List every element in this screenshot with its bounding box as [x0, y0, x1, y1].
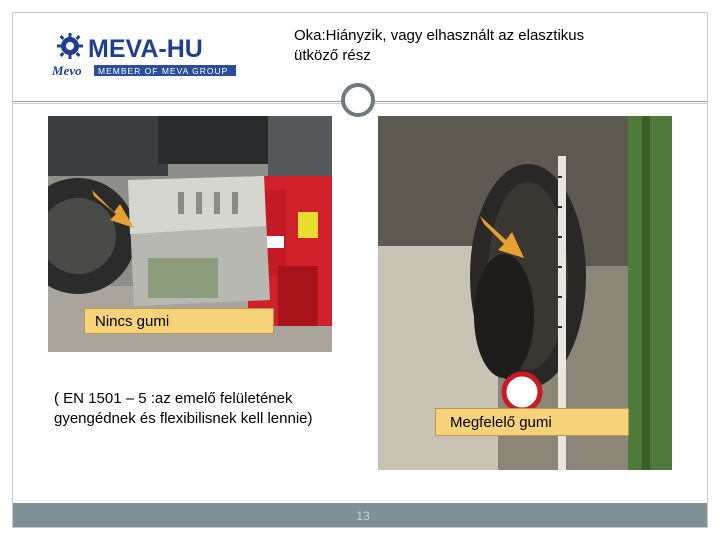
label-no-rubber: Nincs gumi [84, 308, 274, 334]
page-number: 13 [356, 509, 370, 523]
standard-note: ( EN 1501 – 5 :az emelő felületének gyengédnek és flexibilisnek kell lennie) [54, 390, 313, 427]
label-correct-rubber: Megfelelő gumi [435, 408, 629, 436]
logo-tagline-text: MEMBER OF MEVA GROUP [98, 66, 229, 76]
header-ring-icon [341, 83, 375, 117]
meva-hu-logo [48, 28, 238, 78]
slide-title: Oka:Hiányzik, vagy elhasznált az elasztikus ütköző rész [294, 27, 585, 64]
gear-icon [57, 33, 83, 59]
logo-brand-text: MEVA-HU [88, 35, 203, 63]
logo-mark-text: Mevo [52, 63, 82, 78]
